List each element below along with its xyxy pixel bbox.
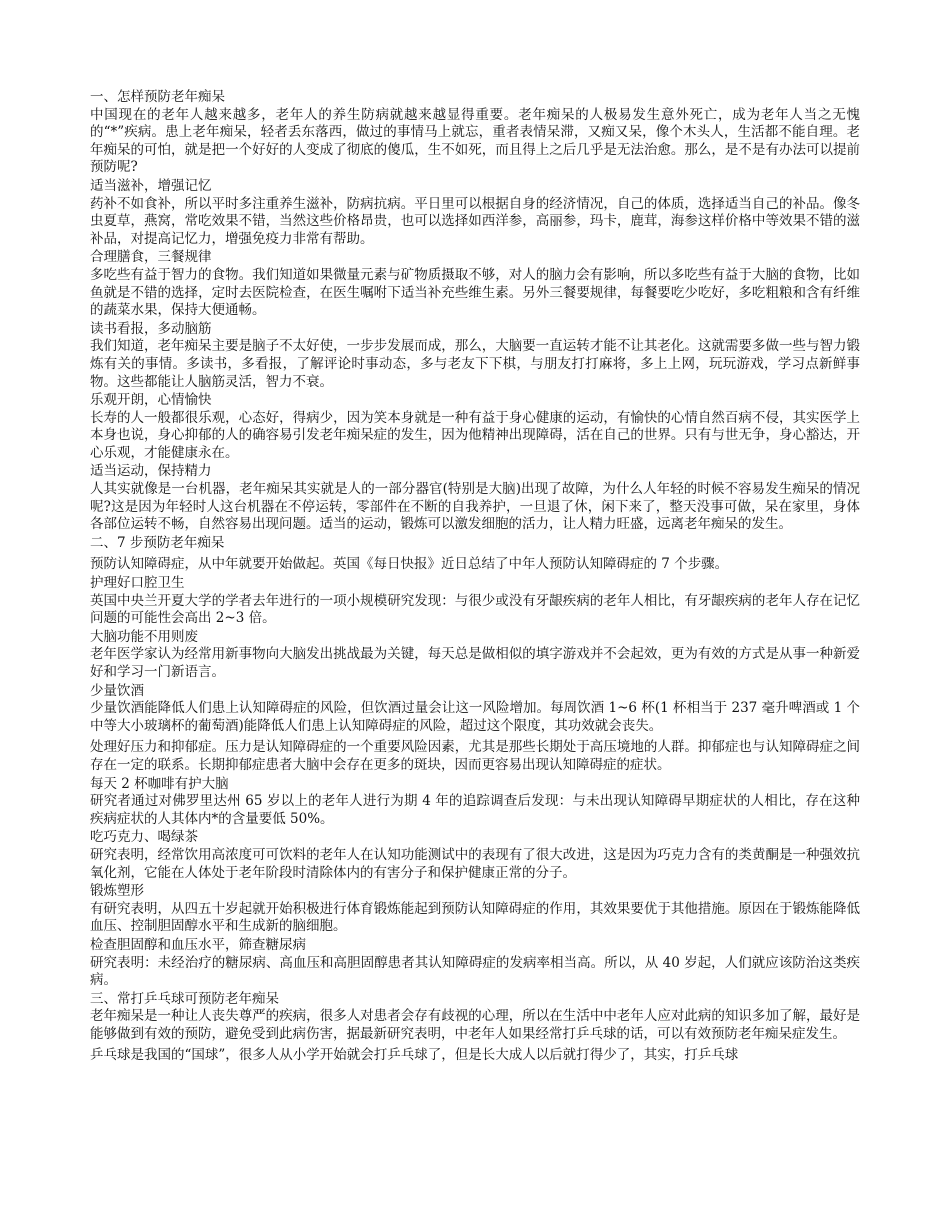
subsection-heading: 锻炼塑形	[90, 883, 144, 900]
body-paragraph: 英国中央兰开夏大学的学者去年进行的一项小规模研究发现：与很少或没有牙龈疾病的老年人相比，有牙龈疾病的老年人存在记忆问题的可能性会高出 2~3 倍。	[90, 592, 860, 627]
subsection-heading: 护理好口腔卫生	[90, 575, 185, 592]
section-heading: 二、7 步预防老年痴呆	[90, 534, 225, 551]
body-paragraph: 药补不如食补，所以平时多注重养生滋补，防病抗病。平日里可以根据自身的经济情况，自己的体质，选择适当自己的补品。像冬虫夏草，燕窝，常吃效果不错，当然这些价格昂贵，也可以选择如西洋参，高丽参，玛卡，鹿茸，海参这样价格中等效果不错的滋补品，对提高记忆力，增强免疫力非常有帮助。	[90, 195, 860, 247]
document-page	[90, 88, 860, 1065]
section-heading: 一、怎样预防老年痴呆	[90, 89, 225, 105]
body-paragraph: 研究者通过对佛罗里达州 65 岁以上的老年人进行为期 4 年的追踪调查后发现：与未出现认知障碍早期症状的人相比，存在这种疾病症状的人其体内*的含量要低 50%。	[90, 793, 860, 827]
body-paragraph: 研究表明：未经治疗的糖尿病、高血压和高胆固醇患者其认知障碍症的发病率相当高。所以，从 40 岁起，人们就应该防治这类疾病。	[90, 954, 860, 989]
subsection-heading: 适当滋补，增强记忆	[90, 177, 212, 194]
body-paragraph: 少量饮酒能降低人们患上认知障碍症的风险，但饮酒过量会让这一风险增加。每周饮酒 1~6 杯(1 杯相当于 237 毫升啤酒或 1 个中等大小玻璃杯的葡萄酒)能降低人们患上认知障碍症的风险，超过这个限度，其功效就会丧失。	[90, 700, 860, 734]
body-paragraph: 研究表明，经常饮用高浓度可可饮料的老年人在认知功能测试中的表现有了很大改进，这是因为巧克力含有的类黄酮是一种强效抗氧化剂，它能在人体处于老年阶段时清除体内的有害分子和保护健康正常的分子。	[90, 846, 860, 881]
body-paragraph: 预防认知障碍症，从中年就要开始做起。英国《每日快报》近日总结了中年人预防认知障碍症的 7 个步骤。	[90, 556, 729, 573]
subsection-heading: 适当运动，保持精力	[90, 463, 212, 480]
section-heading: 三、常打乒乓球可预防老年痴呆	[90, 990, 279, 1007]
body-paragraph: 人其实就像是一台机器，老年痴呆其实就是人的一部分器官(特别是大脑)出现了故障，为什么人年轻的时候不容易发生痴呆的情况呢?这是因为年轻时人这台机器在不停运转，零部件在不断的自我养护，一旦退了休，闲下来了，整天没事可做，呆在家里，身体各部位运转不畅，自然容易出现问题。适当的运动，锻炼可以激发细胞的活力，让人精力旺盛，远离老年痴呆的发生。	[90, 481, 860, 533]
body-paragraph: 我们知道，老年痴呆主要是脑子不太好使，一步步发展而成，那么，大脑要一直运转才能不让其老化。这就需要多做一些与智力锻炼有关的事情。多读书，多看报，了解评论时事动态，多与老友下下棋，与朋友打打麻将，多上上网，玩玩游戏，学习点新鲜事物。这些都能让人脑筋灵活，智力不衰。	[90, 338, 860, 390]
subsection-heading: 合理膳食，三餐规律	[90, 249, 212, 266]
body-paragraph: 处理好压力和抑郁症。压力是认知障碍症的一个重要风险因素，尤其是那些长期处于高压境地的人群。抑郁症也与认知障碍症之间存在一定的联系。长期抑郁症患者大脑中会存在更多的斑块，因而更容易出现认知障碍症的症状。	[90, 739, 860, 773]
body-paragraph: 老年医学家认为经常用新事物向大脑发出挑战最为关键，每天总是做相似的填字游戏并不会起效，更为有效的方式是从事一种新爱好和学习一门新语言。	[90, 646, 860, 680]
body-paragraph: 长寿的人一般都很乐观，心态好，得病少，因为笑本身就是一种有益于身心健康的运动，有愉快的心情自然百病不侵，其实医学上本身也说，身心抑郁的人的确容易引发老年痴呆症的发生，因为他精神出现障碍，活在自己的世界。只有与世无争，身心豁达，开心乐观，才能健康永在。	[90, 409, 860, 461]
subsection-heading: 读书看报，多动脑筋	[90, 320, 212, 337]
body-paragraph: 有研究表明，从四五十岁起就开始积极进行体育锻炼能起到预防认知障碍症的作用，其效果要优于其他措施。原因在于锻炼能降低血压、控制胆固醇水平和生成新的脑细胞。	[90, 900, 860, 935]
subsection-heading: 大脑功能不用则废	[90, 628, 198, 645]
subsection-heading: 少量饮酒	[90, 682, 144, 699]
body-paragraph: 中国现在的老年人越来越多，老年人的养生防病就越来越显得重要。老年痴呆的人极易发生意外死亡，成为老年人当之无愧的“*”疾病。患上老年痴呆，轻者丢东落西，做过的事情马上就忘，重者表情呆滞，又痴又呆，像个木头人，生活都不能自理。老年痴呆的可怕，就是把一个好好的人变成了彻底的傻瓜，生不如死，而且得上之后几乎是无法治愈。那么，是不是有办法可以提前预防呢?	[90, 106, 860, 176]
subsection-heading: 吃巧克力、喝绿茶	[90, 829, 198, 846]
subsection-heading: 检查胆固醇和血压水平，筛查糖尿病	[90, 936, 306, 953]
body-paragraph: 多吃些有益于智力的食物。我们知道如果微量元素与矿物质摄取不够，对人的脑力会有影响，所以多吃些有益于大脑的食物，比如鱼就是不错的选择，定时去医院检查，在医生嘱咐下适当补充些维生素。另外三餐要规律，每餐要吃少吃好，多吃粗粮和含有纤维的蔬菜水果，保持大便通畅。	[90, 266, 860, 319]
body-paragraph: 老年痴呆是一种让人丧失尊严的疾病，很多人对患者会存有歧视的心理，所以在生活中中老年人应对此病的知识多加了解，最好是能够做到有效的预防，避免受到此病伤害，据最新研究表明，中老年人如果经常打乒乓球的话，可以有效预防老年痴呆症发生。	[90, 1008, 860, 1042]
body-paragraph: 乒乓球是我国的“国球”，很多人从小学开始就会打乒乓球了，但是长大成人以后就打得少了，其实，打乒乓球	[90, 1047, 739, 1064]
subsection-heading: 每天 2 杯咖啡有护大脑	[90, 775, 229, 792]
subsection-heading: 乐观开朗，心情愉快	[90, 392, 212, 409]
